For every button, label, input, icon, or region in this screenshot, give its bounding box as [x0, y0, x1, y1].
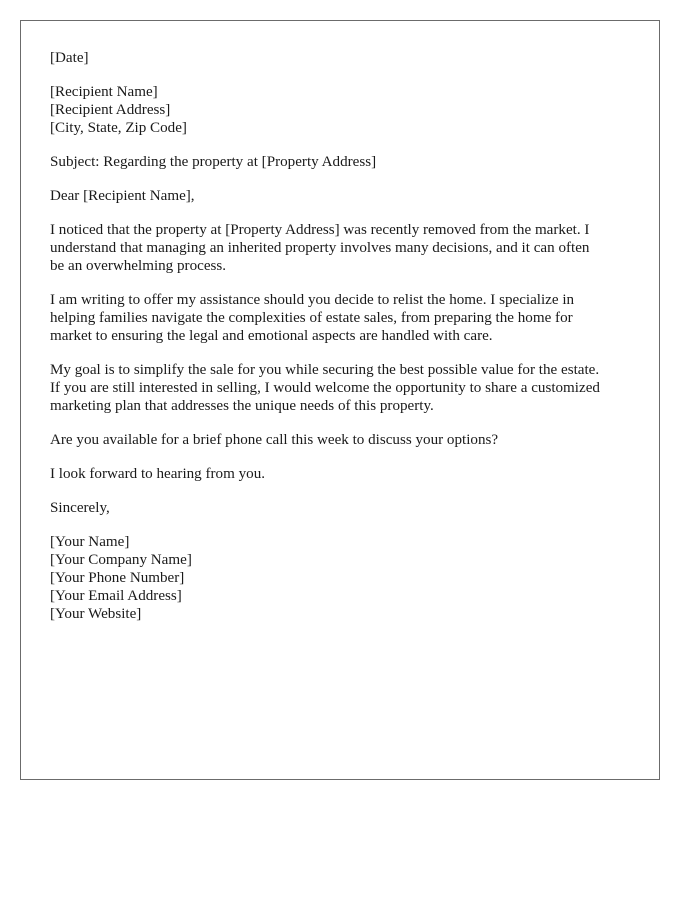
signature-name: [Your Name] — [50, 534, 130, 550]
body-paragraph-2 — [50, 291, 642, 345]
paragraph-line: helping families navigate the complexities of estate sales, from preparing the home for — [50, 310, 573, 326]
recipient-address: [Recipient Address] — [50, 102, 171, 118]
salutation-block — [50, 187, 642, 205]
signature-email: [Your Email Address] — [50, 588, 182, 604]
subject-block — [50, 153, 642, 171]
signature-phone: [Your Phone Number] — [50, 570, 185, 586]
signature-block — [50, 533, 642, 623]
recipient-name: [Recipient Name] — [50, 84, 158, 100]
paragraph-line: understand that managing an inherited property involves many decisions, and it can often — [50, 240, 590, 256]
body-paragraph-1 — [50, 221, 642, 275]
paragraph-line: I noticed that the property at [Property Address] was recently removed from the market. I — [50, 222, 590, 238]
closing-block — [50, 499, 642, 517]
paragraph-line: be an overwhelming process. — [50, 258, 227, 274]
paragraph-line: If you are still interested in selling, I would welcome the opportunity to share a customized — [50, 380, 600, 396]
paragraph-line: market to ensuring the legal and emotional aspects are handled with care. — [50, 328, 493, 344]
paragraph-line: marketing plan that addresses the unique needs of this property. — [50, 398, 434, 414]
letter-subject: Subject: Regarding the property at [Property Address] — [50, 154, 377, 170]
paragraph-line: My goal is to simplify the sale for you while securing the best possible value for the estate. — [50, 362, 600, 378]
letter-salutation: Dear [Recipient Name], — [50, 188, 195, 204]
signature-company: [Your Company Name] — [50, 552, 192, 568]
paragraph-line: I am writing to offer my assistance should you decide to relist the home. I specialize in — [50, 292, 575, 308]
body-paragraph-5 — [50, 465, 642, 483]
recipient-city-state-zip: [City, State, Zip Code] — [50, 120, 187, 136]
letter-frame — [20, 20, 660, 780]
date-block — [50, 49, 642, 67]
letter-closing: Sincerely, — [50, 500, 110, 516]
recipient-block — [50, 83, 642, 137]
signature-website: [Your Website] — [50, 606, 142, 622]
paragraph-line: I look forward to hearing from you. — [50, 466, 266, 482]
body-paragraph-3 — [50, 361, 642, 415]
body-paragraph-4 — [50, 431, 642, 449]
letter-date: [Date] — [50, 50, 89, 66]
paragraph-line: Are you available for a brief phone call this week to discuss your options? — [50, 432, 499, 448]
letter-body — [50, 49, 642, 639]
